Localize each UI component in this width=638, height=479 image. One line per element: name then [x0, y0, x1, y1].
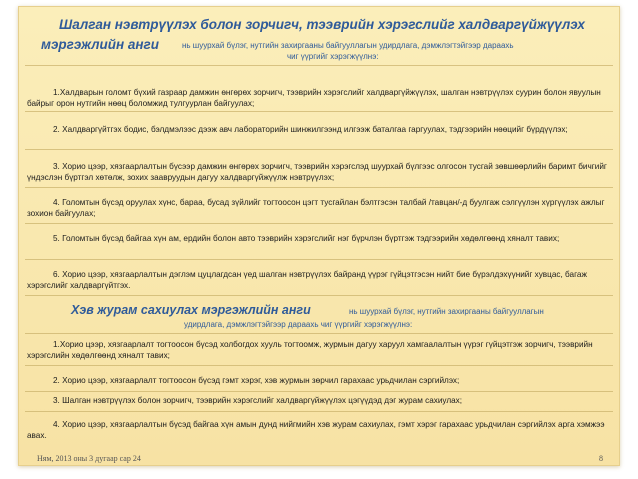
- divider: [25, 259, 613, 260]
- list-item: 3. Хорио цээр, хязгаарлалтын бүсээр дамжин өнгөрөх зорчигч, тээврийн хэрэгслэд шуурхай бүлгээс олгосон тусгай зөвшөөрлийн баримт бичгийг үндэслэн бүртгэл хөтөлж, зохих заавруудын дагуу халдваргүйжүүлж нэвтрүүлэх;: [27, 162, 607, 182]
- slide: [18, 6, 620, 466]
- title-sub2: чиг үүргийг хэрэгжүүлнэ:: [287, 52, 379, 61]
- list-item: 2. Хорио цээр, хязгаарлалт тогтоосон бүсэд гэмт хэрэг, хэв журмын зөрчил гарахаас урьдчилан сэргийлэх;: [53, 376, 460, 385]
- list-item: 1.Хорио цээр, хязгаарлалт тогтоосон бүсэд холбогдох хууль тогтоомж, журмын дагуу харуул хамгаалалтын үүрэг гүйцэтгэж зорчигч, тээврийн хэрэгслийн хөдөлгөөнд хяналт тавих;: [27, 340, 593, 360]
- list-item: 4. Голомтын бүсэд оруулах хүнс, бараа, бусад зүйлийг тогтоосон цэгт тусгайлан бэлтгэсэн талбай /тавцан/-д буулгаж сэлгүүлэн хүргүүлэх ажлыг зохион байгуулах;: [27, 198, 605, 218]
- list-item: 1.Халдварын голомт бүхий газраар дамжин өнгөрөх зорчигч, тээврийн хэрэгслийг халдваргүйжүүлэх, шалган нэвтрүүлэх суурин болон явуулын байрыг орон нутгийн нөөц боломжид тулгуурлан байгуулах;: [27, 88, 601, 108]
- title-line1: Шалган нэвтрүүлэх болон зорчигч, тээврийн хэрэгслийг халдваргүйжүүлэх: [59, 17, 585, 32]
- title-sub1: нь шуурхай бүлэг, нутгийн захиргааны байгууллагын удирдлага, дэмжлэгтэйгээр дараахь: [182, 41, 514, 50]
- list-item: 6. Хорио цээр, хязгаарлалтын дэглэм цуцлагдсан үед шалган нэвтрүүлэх байранд үүрэг гүйцэтгэсэн нийт бие бүрэлдэхүүнийг хувцас, багаж хэрэгслийг халдваргүйтгэх.: [27, 270, 587, 290]
- divider: [25, 333, 613, 334]
- divider: [25, 223, 613, 224]
- divider: [25, 111, 613, 112]
- divider: [25, 295, 613, 296]
- list-item: 2. Халдваргүйтгэх бодис, бэлдмэлээс дээж авч лабораторийн шинжилгээнд илгээж баталгаа гаргуулах, тэдгээрийн нөөцийг бүрдүүлэх;: [53, 125, 568, 134]
- list-item: 5. Голомтын бүсэд байгаа хүн ам, ердийн болон авто тээврийн хэрэгслийг нэг бүрчлэн бүртгэж тэдгээрийн хөдөлгөөнд хяналт тавих;: [53, 234, 560, 243]
- list-item: 4. Хорио цээр, хязгаарлалтын бүсэд байгаа хүн амын дунд нийгмийн хэв журам сахиулах, гэмт хэрэг гарахаас урьдчилан сэргийлэх арга хэмжээ авах.: [27, 420, 605, 440]
- divider: [25, 365, 613, 366]
- page-number: 8: [599, 454, 603, 463]
- divider: [25, 65, 613, 66]
- divider: [25, 411, 613, 412]
- section2-sub2: удирдлага, дэмжлэгтэйгээр дараахь чиг үүргийг хэрэгжүүлнэ:: [184, 320, 413, 329]
- title-line2: мэргэжлийн анги: [41, 37, 160, 52]
- section2-sub1: нь шуурхай бүлэг, нутгийн захиргааны байгууллагын: [349, 307, 544, 316]
- divider: [25, 391, 613, 392]
- footer-date: Ням, 2013 оны 3 дугаар сар 24: [37, 454, 141, 463]
- divider: [25, 149, 613, 150]
- list-item: 3. Шалган нэвтрүүлэх болон зорчигч, тээврийн хэрэгслийг халдваргүйжүүлэх цэгүүдэд дэг журам сахиулах;: [53, 396, 463, 405]
- section2-title: Хэв журам сахиулах мэргэжлийн анги: [71, 303, 311, 317]
- divider: [25, 187, 613, 188]
